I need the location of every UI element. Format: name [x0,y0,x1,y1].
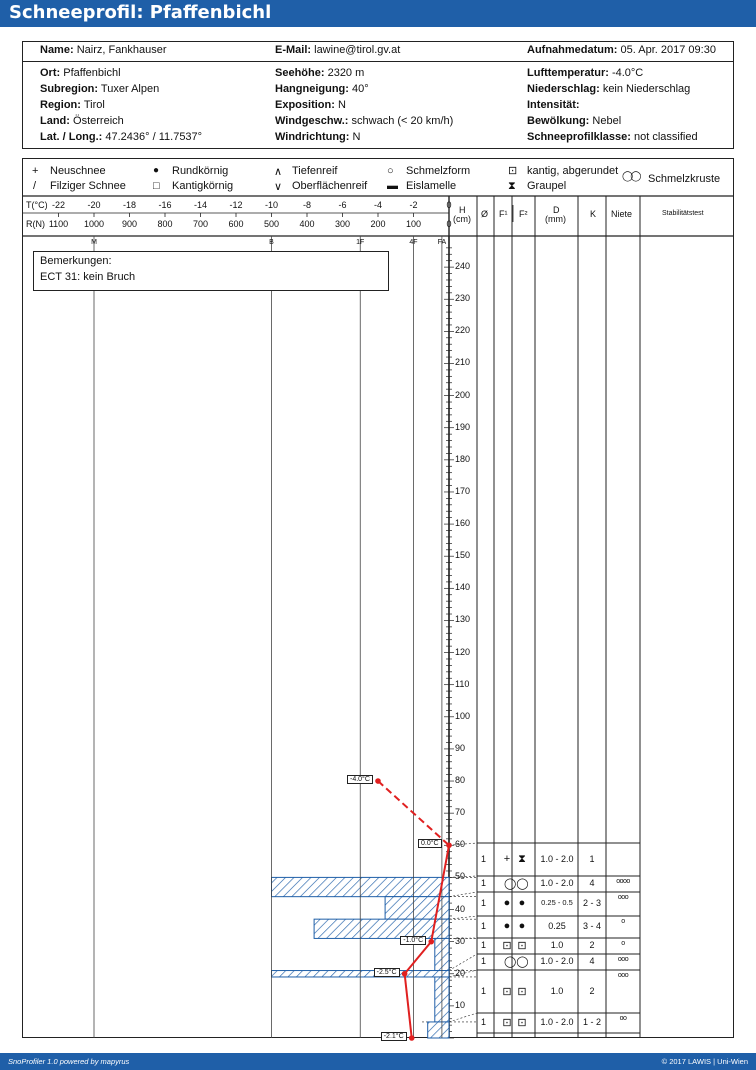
h-tick-label: 150 [455,550,471,561]
ort-label: Ort: [40,67,61,79]
hardness-label: M [91,239,97,246]
legend-schmelzform: Schmelzform [406,165,471,177]
row-f1-icon: ⊡ [502,985,512,998]
row-f1-icon: ◯◯ [504,956,529,968]
row-diam: 1 [481,878,487,888]
region-label: Region: [40,99,81,111]
t-tick-label: -22 [51,200,65,210]
r-tick-label: 1100 [48,219,69,229]
row-k: 4 [589,956,595,966]
remarks-text: ECT 31: kein Bruch [40,271,136,283]
row-f1-icon: ◯◯ [504,878,529,890]
t-tick-label: -4 [373,200,382,210]
t-tick-label: -14 [193,200,207,210]
luft-label: Lufttemperatur: [527,67,609,79]
h-label: H [459,205,466,215]
t-tick-label: 0 [446,200,452,210]
wind-value: schwach (< 20 km/h) [351,115,454,127]
footer-left: SnoProfiler 1.0 powered by mapyrus [8,1057,130,1066]
hardness-label: FA [437,239,447,246]
nieder-value: kein Niederschlag [602,83,691,95]
row-f2-icon: ⧗ [518,852,526,865]
snow-layer-bar [314,919,449,938]
legend-kantig-abgerundet: kantig, abgerundet [527,165,619,177]
row-d: 0.25 [548,921,566,931]
temperature-point [428,939,434,945]
row-d: 0.25 - 0.5 [541,898,573,907]
row-f1-icon: ⊡ [502,940,512,952]
temperature-point [409,1035,415,1041]
footer-right: © 2017 LAWIS | Uni-Wien [661,1057,748,1066]
hardness-label: 1F [356,239,365,246]
expo-label: Exposition: [275,99,335,111]
name-label: Name: [40,44,74,56]
hardness-label: B [269,239,274,246]
name-value: Nairz, Fankhauser [76,44,167,56]
row-d: 1.0 [550,985,564,996]
temperature-segment [405,942,432,974]
row-niete: oo [619,1015,627,1022]
row-f1-icon: ● [503,897,511,909]
legend-neuschnee: Neuschnee [50,165,106,177]
h-tick-label: 210 [455,357,471,368]
eislamelle-icon: ▬ [387,180,398,192]
row-d: 1.0 - 2.0 [540,878,574,888]
land-label: Land: [40,115,70,127]
t-axis-label: T(°C) [26,200,48,210]
row-f2-icon: ⊡ [517,1017,527,1029]
col-f1: F¹ [499,209,508,219]
row-diam: 1 [481,1017,487,1027]
r-tick-label: 800 [157,219,173,229]
temperature-point [375,778,381,784]
h-tick-label: 140 [455,582,471,593]
legend-schmelzkruste: Schmelzkruste [648,173,721,185]
h-tick-label: 50 [455,871,466,882]
legend-graupel: Graupel [527,180,567,192]
temperature-segment [405,974,412,1038]
bew-label: Bewölkung: [527,115,590,127]
latlong-label: Lat. / Long.: [40,131,103,143]
remarks-title: Bemerkungen: [40,255,112,267]
t-tick-label: -8 [302,200,311,210]
schmelzkruste-icon: ◯◯ [622,171,639,182]
r-axis-label: R(N) [26,219,45,229]
klasse-value: not classified [634,131,698,143]
nieder-label: Niederschlag: [527,83,600,95]
rundkoernig-icon: ● [153,165,160,176]
row-f1-icon: ● [503,920,511,932]
col-d-unit: (mm) [545,214,566,224]
r-tick-label: 400 [299,219,315,229]
latlong-value: 47.2436° / 11.7537° [105,131,203,143]
legend-eislamelle: Eislamelle [406,180,457,192]
tiefenreif-icon: ∧ [274,166,283,178]
col-niete: Niete [611,209,633,219]
row-diam: 1 [481,898,487,908]
row-d: 1.0 - 2.0 [540,1017,574,1027]
expo-value: N [337,99,346,111]
h-tick-label: 190 [455,421,471,432]
row-k: 2 [589,985,595,996]
h-tick-label: 40 [455,903,466,914]
t-tick-label: -6 [338,200,347,210]
h-tick-label: 60 [455,839,466,850]
h-tick-label: 200 [455,389,471,400]
layer-link [449,892,477,897]
temperature-point [446,842,452,848]
hang-value: 40° [352,83,369,95]
wind-label: Windgeschw.: [275,115,349,127]
seehoehe-label: Seehöhe: [275,67,325,79]
neuschnee-icon: + [32,165,39,177]
row-diam: 1 [481,853,487,864]
klasse-label: Schneeprofilklasse: [527,131,631,143]
t-tick-label: -16 [158,200,172,210]
row-f1-icon: + [503,852,511,865]
region-value: Tirol [83,99,105,111]
windr-value: N [352,131,361,143]
intens-label: Intensität: [527,99,580,111]
layer-link [449,916,477,919]
filziger-icon: / [33,180,37,192]
t-tick-label: -18 [122,200,136,210]
seehoehe-value: 2320 m [327,67,365,79]
r-tick-label: 200 [370,219,386,229]
row-diam: 1 [481,985,487,996]
luft-value: -4.0°C [611,67,644,79]
r-tick-label: 1000 [83,219,105,229]
row-f2-icon: ⊡ [517,985,527,998]
row-niete: o [621,940,625,947]
row-niete: o [621,918,625,925]
row-k: 4 [589,878,595,888]
kantigkoernig-icon: □ [153,180,160,192]
r-tick-label: 900 [121,219,138,229]
windr-label: Windrichtung: [275,131,350,143]
h-unit: (cm) [453,214,471,224]
legend-rundkoernig: Rundkörnig [172,165,229,177]
temperature-label: -4.0°C [347,775,373,784]
legend-tiefenreif: Tiefenreif [292,165,338,177]
row-k: 2 - 3 [582,898,601,908]
row-diam: 1 [481,956,487,966]
temperature-point [402,971,408,977]
row-k: 1 - 2 [582,1017,601,1027]
r-tick-label: 500 [263,219,280,229]
r-tick-label: 0 [446,219,452,229]
row-niete: ooo [617,972,629,979]
h-tick-label: 170 [455,485,471,496]
oberflaechenreif-icon: ∨ [274,181,283,193]
hang-label: Hangneigung: [275,83,349,95]
col-diam: Ø [481,209,489,219]
temperature-label: -2.5°C [374,968,400,977]
kantig-abgerundet-icon: ⊡ [508,165,518,177]
footer-bar [0,1053,756,1070]
row-f2-icon: ⊡ [517,940,527,952]
row-d: 1.0 - 2.0 [540,956,574,966]
row-k: 1 [589,853,595,864]
col-f2: F² [519,209,528,219]
col-k: K [590,209,597,219]
h-tick-label: 130 [455,614,471,625]
h-tick-label: 220 [455,325,471,336]
temperature-label: 0.0°C [418,839,442,848]
row-niete: ooo [617,956,629,963]
hardness-label: 4F [409,239,418,246]
h-tick-label: 70 [455,807,466,818]
h-tick-label: 240 [455,261,471,272]
t-tick-label: -2 [409,200,418,210]
legend-filziger: Filziger Schnee [50,180,126,192]
row-k: 3 - 4 [582,921,601,931]
temperature-label: -1.0°C [400,936,426,945]
subregion-label: Subregion: [40,83,99,95]
ort-value: Pfaffenbichl [63,67,121,79]
col-d: D [553,205,560,215]
r-tick-label: 600 [228,219,244,229]
email-label: E-Mail: [275,44,312,56]
row-d: 1.0 [550,940,564,950]
date-label: Aufnahmedatum: [527,44,618,56]
legend-kantigkoernig: Kantigkörnig [172,180,234,192]
temperature-label: -2.1°C [381,1032,407,1041]
row-niete: ooo [617,894,629,901]
layer-link [449,1013,477,1022]
row-k: 2 [589,940,595,950]
schmelzform-icon: ○ [387,165,394,177]
h-tick-label: 120 [455,646,471,657]
page-title: Schneeprofil: Pfaffenbichl [9,2,272,23]
row-f2-icon: ● [518,920,526,932]
subregion-value: Tuxer Alpen [100,83,160,95]
h-tick-label: 10 [455,999,466,1010]
h-tick-label: 230 [455,293,471,304]
h-tick-label: 180 [455,453,471,464]
h-tick-label: 110 [455,678,470,689]
email-value: lawine@tirol.gv.at [314,44,401,56]
row-diam: 1 [481,921,487,931]
r-tick-label: 700 [192,219,209,229]
h-tick-label: 20 [455,967,466,978]
r-tick-label: 100 [405,219,422,229]
t-tick-label: -20 [87,200,101,210]
legend-oberflaechenreif: Oberflächenreif [292,180,368,192]
h-tick-label: 100 [455,710,471,721]
row-d: 1.0 - 2.0 [540,853,574,864]
bew-value: Nebel [592,115,622,127]
t-tick-label: -12 [229,200,243,210]
row-f1-icon: ⊡ [502,1017,512,1029]
h-tick-label: 90 [455,742,466,753]
h-tick-label: 80 [455,775,466,786]
r-tick-label: 300 [334,219,351,229]
row-f2-icon: ● [518,897,526,909]
date-value: 05. Apr. 2017 09:30 [620,44,716,56]
land-value: Österreich [73,115,124,127]
col-stab: Stabilitätstest [662,210,704,217]
h-tick-label: 160 [455,518,471,529]
graupel-icon: ⧗ [508,180,516,192]
row-diam: 1 [481,940,487,950]
row-niete: oooo [616,878,630,885]
t-tick-label: -10 [264,200,278,210]
snow-layer-bar [428,1022,449,1038]
h-tick-label: 30 [455,935,466,946]
